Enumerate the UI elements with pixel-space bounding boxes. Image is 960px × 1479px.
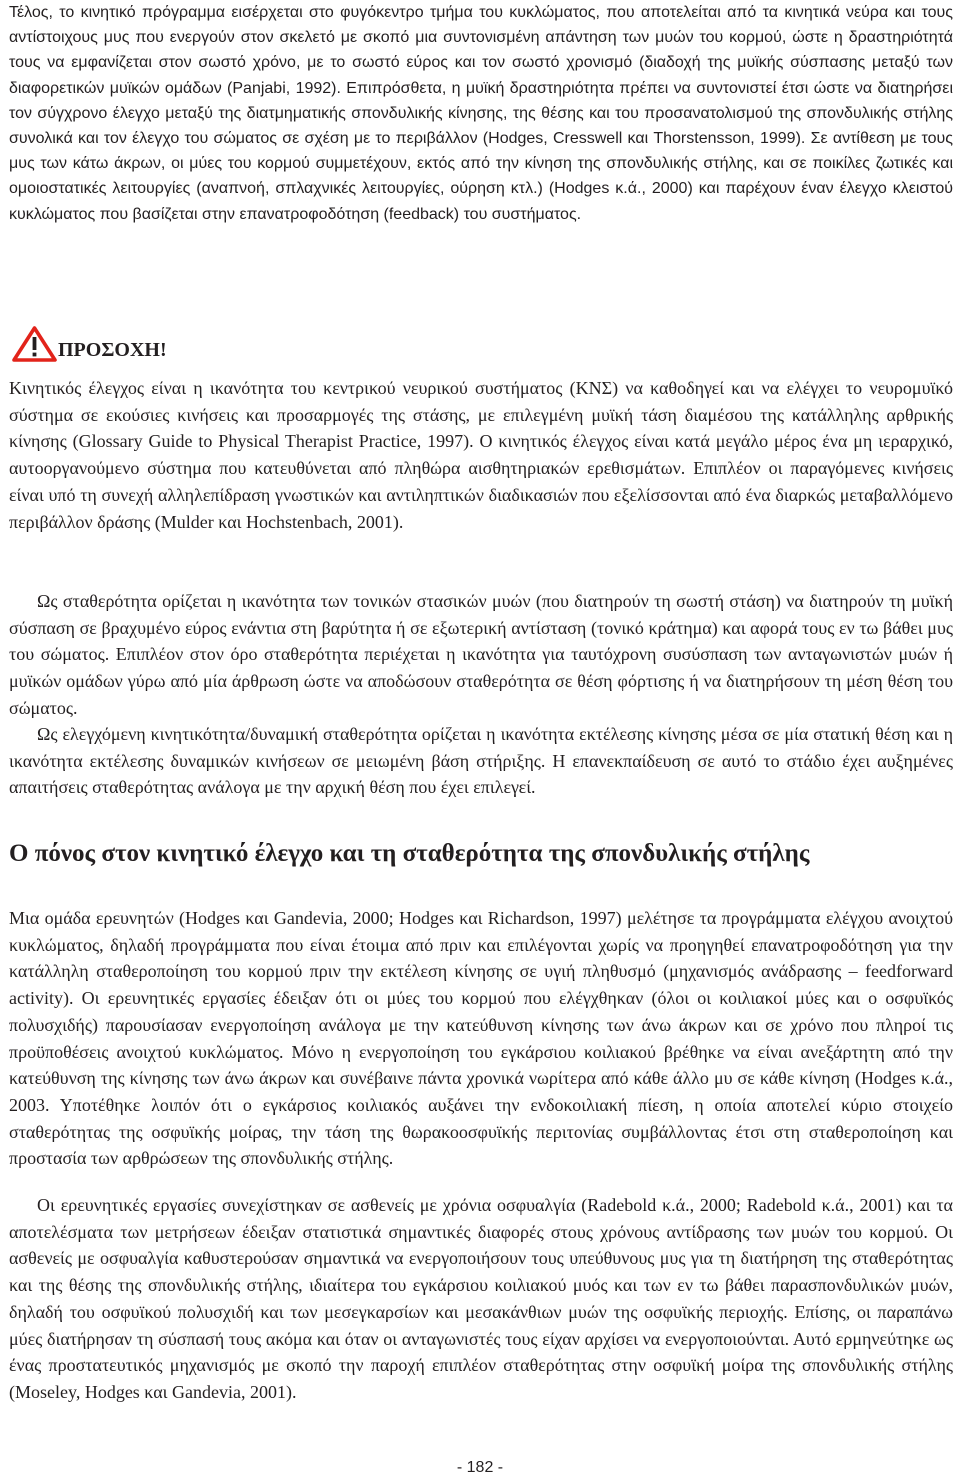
controlled-mobility-paragraph: Ως ελεγχόμενη κινητικότητα/δυναμική σταθερότητα ορίζεται η ικανότητα εκτέλεσης κίνησης μέσα σε μία στατική θέση και η ικανότητα εκτέλεσης δυναμικών κινήσεων σε μειωμένη βάση στήριξης. Η επανεκπαίδευση σε αυτό το στάδιο έχει αυξημένες απαιτήσεις σταθερότητας ανάλογα με την αρχική θέση που έχει επιλεγεί. — [9, 724, 953, 798]
page-number: - 182 - — [456, 1459, 504, 1476]
section-heading: Ο πόνος στον κινητικό έλεγχο και τη σταθερότητα της σπονδυλικής στήλης — [9, 840, 810, 867]
warning-callout — [12, 322, 167, 362]
stability-paragraph: Ως σταθερότητα ορίζεται η ικανότητα των τονικών στασικών μυών (που διατηρούν τη σωστή στάση) να διατηρούν τη μυϊκή σύσπαση σε βραχυμένο εύρος ενάντια στη βαρύτητα ή σε εξωτερική αντίσταση (τονικό κράτημα) και αφορά τους εν τω βάθει μυς του σώματος. Επιπλέον στον όρο σταθερότητα περιέχεται η ικανότητα για ταυτόχρονη συσύσπαση των ανταγωνιστών μυών ή μυϊκών ομάδων γύρω από μία άρθρωση ώστε να αποδώσουν σταθερότητα σε θέση φόρτισης ή να διατηρήσουν τη μέση θέση του σώματος. — [9, 591, 953, 718]
research-continuation-paragraph: Οι ερευνητικές εργασίες συνεχίστηκαν σε ασθενείς με χρόνια οσφυαλγία (Radebold κ.ά., 2000; Radebold κ.ά., 2001) και τα αποτελέσματα των μετρήσεων έδειξαν στατιστικά σημαντικές διαφορές στους χρόνους αντίδρασης των μυών του κορμού. Οι ασθενείς με οσφυαλγία καθυστερούσαν σημαντικά να ενεργοποιήσουν τους υπεύθυνους μυς για τη διατήρηση της σταθερότητας και της θέσης της σπονδυλικής στήλης, ιδιαίτερα του εγκάρσιου κοιλιακού μυός και των εν τω βάθει παρασπονδυλικών μυών, δηλαδή του οσφυϊκού πολυσχιδή και των μεσεγκαρσίων και μεσακάνθιων μυών της οσφυϊκής περιοχής. Επίσης, οι παραπάνω μύες διατήρησαν τη σύσπασή τους ακόμα και όταν οι ανταγωνιστές τους είχαν αρχίσει να ενεργοποιούνται. Αυτό ερμηνεύτηκε ως ένας προστατευτικός μηχανισμός με σκοπό την παροχή επιπλέον σταθερότητας στην οσφυϊκή μοίρα της σπονδυλικής στήλης (Moseley, Hodges και Gandevia, 2001). — [9, 1195, 953, 1402]
motor-control-paragraph: Κινητικός έλεγχος είναι η ικανότητα του κεντρικού νευρικού συστήματος (ΚΝΣ) να καθοδηγεί και να ελέγχει το νευρομυϊκό σύστημα σε εκούσιες κινήσεις και προσαρμογές της στάσης, με επιλεγμένη μυϊκή τάση διαμέσου της κατάλληλης αρθρικής κίνησης (Glossary Guide to Physical Therapist Practice, 1997). Ο κινητικός έλεγχος είναι κατά μεγάλο μέρος ένα μη ιεραρχικό, αυτοοργανούμενο σύστημα που κατευθύνεται από πληθώρα αισθητηριακών ερεθισμάτων. Επιπλέον οι παραγόμενες κινήσεις είναι υπό τη συνεχή αλληλεπίδραση γνωστικών και αντιληπτικών διαδικασιών που εξελίσσονται από ένα διαρκώς μεταβαλλόμενο περιβάλλον δράσης (Mulder και Hochstenbach, 2001). — [9, 378, 953, 532]
warning-label: ΠΡΟΣΟΧΗ! — [58, 339, 167, 361]
research-paragraph: Μια ομάδα ερευνητών (Hodges και Gandevia, 2000; Hodges και Richardson, 1997) μελέτησε τα προγράμματα ελέγχου ανοιχτού κυκλώματος, δηλαδή προγράμματα που είναι έτοιμα από πριν και επιλέγονται χωρίς να προηγηθεί επανατροφοδότηση για την κατάλληλη σταθεροποίηση του κορμού πριν την εκτέλεση κίνησης σε υγιή πληθυσμό (μηχανισμός ανάδρασης – feedforward activity). Οι ερευνητικές εργασίες έδειξαν ότι οι μύες του κορμού που ελέγχθηκαν (όλοι οι κοιλιακοί μύες και ο οσφυϊκός πολυσχιδής) παρουσίασαν ενεργοποίηση ανάλογα με την κατεύθυνση κίνησης των άνω άκρων και σε χρόνο που πληροί τις προϋποθέσεις ανοιχτού κυκλώματος. Μόνο η ενεργοποίηση του εγκάρσιου κοιλιακού βρέθηκε να είναι ανεξάρτητη από την κατεύθυνση της κίνησης των άνω άκρων και συνέβαινε πάντα χρονικά νωρίτερα από κάθε άλλο μυ σε κάθε κίνηση (Hodges κ.ά., 2003. Υποτέθηκε λοιπόν ότι ο εγκάρσιος κοιλιακός αυξάνει την ενδοκοιλιακή πίεση, η οποία αποτελεί κύριο στοιχείο σταθερότητας της οσφυϊκής μοίρας, την τάση της θωρακοοσφυϊκής περιτονίας συμβάλλοντας έτσι στη σταθεροποίηση και προστασία των αρθρώσεων της σπονδυλικής στήλης. — [9, 908, 953, 1169]
warning-triangle-icon — [12, 326, 57, 362]
intro-paragraph: Τέλος, το κινητικό πρόγραμμα εισέρχεται στο φυγόκεντρο τμήμα του κυκλώματος, που αποτελείται από τα κινητικά νεύρα και τους αντίστοιχους μυς που ενεργούν στον σκελετό με σκοπό μια συντονισμένη απάντηση των μυών του κορμού, ώστε η δραστηριότητά τους να εμφανίζεται στον σωστό χρόνο, με το σωστό εύρος και τον σωστό χρονισμό (διαδοχή της μυϊκής σύσπασης μεταξύ των διαφορετικών μυϊκών ομάδων (Panjabi, 1992). Επιπρόσθετα, η μυϊκή δραστηριότητα πρέπει να συντονιστεί έτσι ώστε να διατηρήσει τον σύγχρονο έλεγχο μεταξύ της διατμηματικής σπονδυλικής κίνησης, της θέσης και του προσανατολισμού της σπονδυλικής στήλης συνολικά και τον έλεγχο του σώματος σε σχέση με το περιβάλλον (Hodges, Cresswell και Thorstensson, 1999). Σε αντίθεση με τους μυς των κάτω άκρων, οι μύες του κορμού συμμετέχουν, εκτός από την κίνηση της σπονδυλικής στήλης, και σε ποικίλες ζωτικές και ομοιοστατικές λειτουργίες (αναπνοή, σπλαχνικές λειτουργίες, ούρηση κτλ.) (Hodges κ.ά., 2000) και παρέχουν έναν έλεγχο κλειστού κυκλώματος που βασίζεται στην επανατροφοδότηση (feedback) του συστήματος. — [9, 4, 953, 223]
